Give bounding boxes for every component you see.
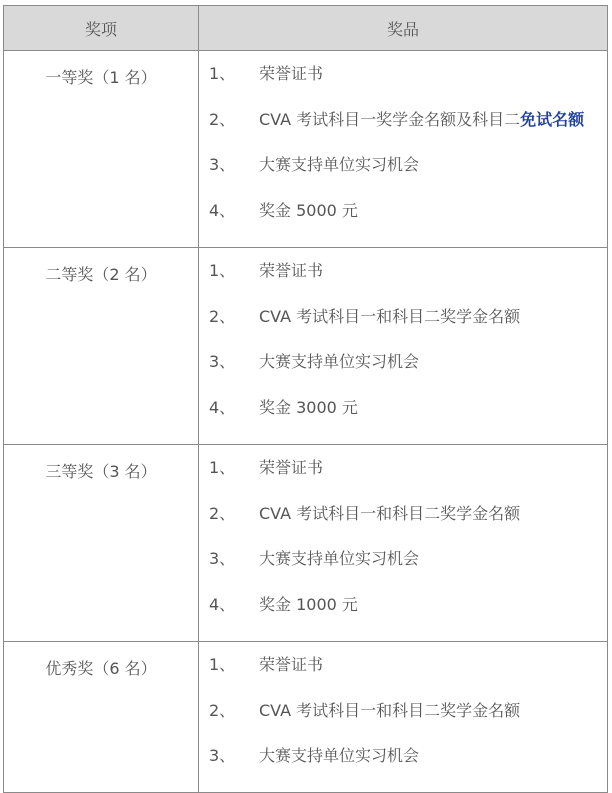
prize-number: 4、 [209, 200, 236, 220]
prize-text-wrap [259, 97, 584, 143]
prize-number: 3、 [209, 352, 236, 371]
prize-list [199, 248, 608, 445]
header-prize: 奖品 [199, 6, 608, 51]
prize-number: 3、 [209, 549, 236, 568]
prize-item [199, 97, 607, 143]
prize-text: CVA 考试科目一和科目二奖学金名额 [259, 700, 521, 720]
prize-text: 大赛支持单位实习机会 [259, 352, 420, 371]
prize-number: 2、 [209, 700, 236, 720]
prize-item [199, 536, 607, 582]
prize-text: 荣誉证书 [259, 64, 324, 83]
prize-item [199, 688, 607, 734]
prize-item [199, 491, 607, 537]
prize-number: 1、 [209, 261, 236, 280]
prize-text: 大赛支持单位实习机会 [259, 549, 420, 568]
prize-list [199, 642, 608, 793]
award-name: 优秀奖（6 名） [4, 642, 199, 793]
prize-number: 3、 [209, 746, 236, 765]
table-row [4, 445, 608, 642]
table-row [4, 248, 608, 445]
prize-text: 奖金 5000 元 [259, 200, 358, 220]
table-header-row [4, 6, 608, 51]
prize-text: 奖金 1000 元 [259, 594, 358, 614]
table-row [4, 51, 608, 248]
prize-text: CVA 考试科目一和科目二奖学金名额 [259, 306, 521, 326]
award-name: 二等奖（2 名） [4, 248, 199, 445]
prize-text: CVA 考试科目一奖学金名额及科目二 [259, 109, 521, 129]
awards-table [3, 5, 608, 793]
prize-highlight: 免试名额 [520, 109, 585, 129]
prize-number: 1、 [209, 655, 236, 674]
prize-item [199, 294, 607, 340]
prize-number: 2、 [209, 306, 236, 326]
prize-text: 奖金 3000 元 [259, 397, 358, 417]
prize-number: 1、 [209, 458, 236, 477]
prize-text: CVA 考试科目一和科目二奖学金名额 [259, 503, 521, 523]
prize-list [199, 445, 608, 642]
prize-text: 大赛支持单位实习机会 [259, 746, 420, 765]
prize-text: 荣誉证书 [259, 655, 324, 674]
prize-text: 荣誉证书 [259, 261, 324, 280]
prize-item [199, 339, 607, 385]
prize-number: 2、 [209, 503, 236, 523]
prize-number: 2、 [209, 109, 236, 129]
prize-item [199, 142, 607, 188]
prize-item [199, 582, 607, 628]
prize-text: 荣誉证书 [259, 458, 324, 477]
header-award-level: 奖项 [4, 6, 199, 51]
prize-list [199, 51, 608, 248]
award-name: 一等奖（1 名） [4, 51, 199, 248]
prize-item [199, 188, 607, 234]
prize-number: 1、 [209, 64, 236, 83]
award-name: 三等奖（3 名） [4, 445, 199, 642]
table-row [4, 642, 608, 793]
prize-item [199, 445, 607, 491]
prize-number: 4、 [209, 594, 236, 614]
prize-text: 大赛支持单位实习机会 [259, 155, 420, 174]
prize-item [199, 51, 607, 97]
prize-item [199, 248, 607, 294]
prize-number: 4、 [209, 397, 236, 417]
prize-number: 3、 [209, 155, 236, 174]
prize-item [199, 642, 607, 688]
prize-item [199, 385, 607, 431]
prize-item [199, 733, 607, 779]
